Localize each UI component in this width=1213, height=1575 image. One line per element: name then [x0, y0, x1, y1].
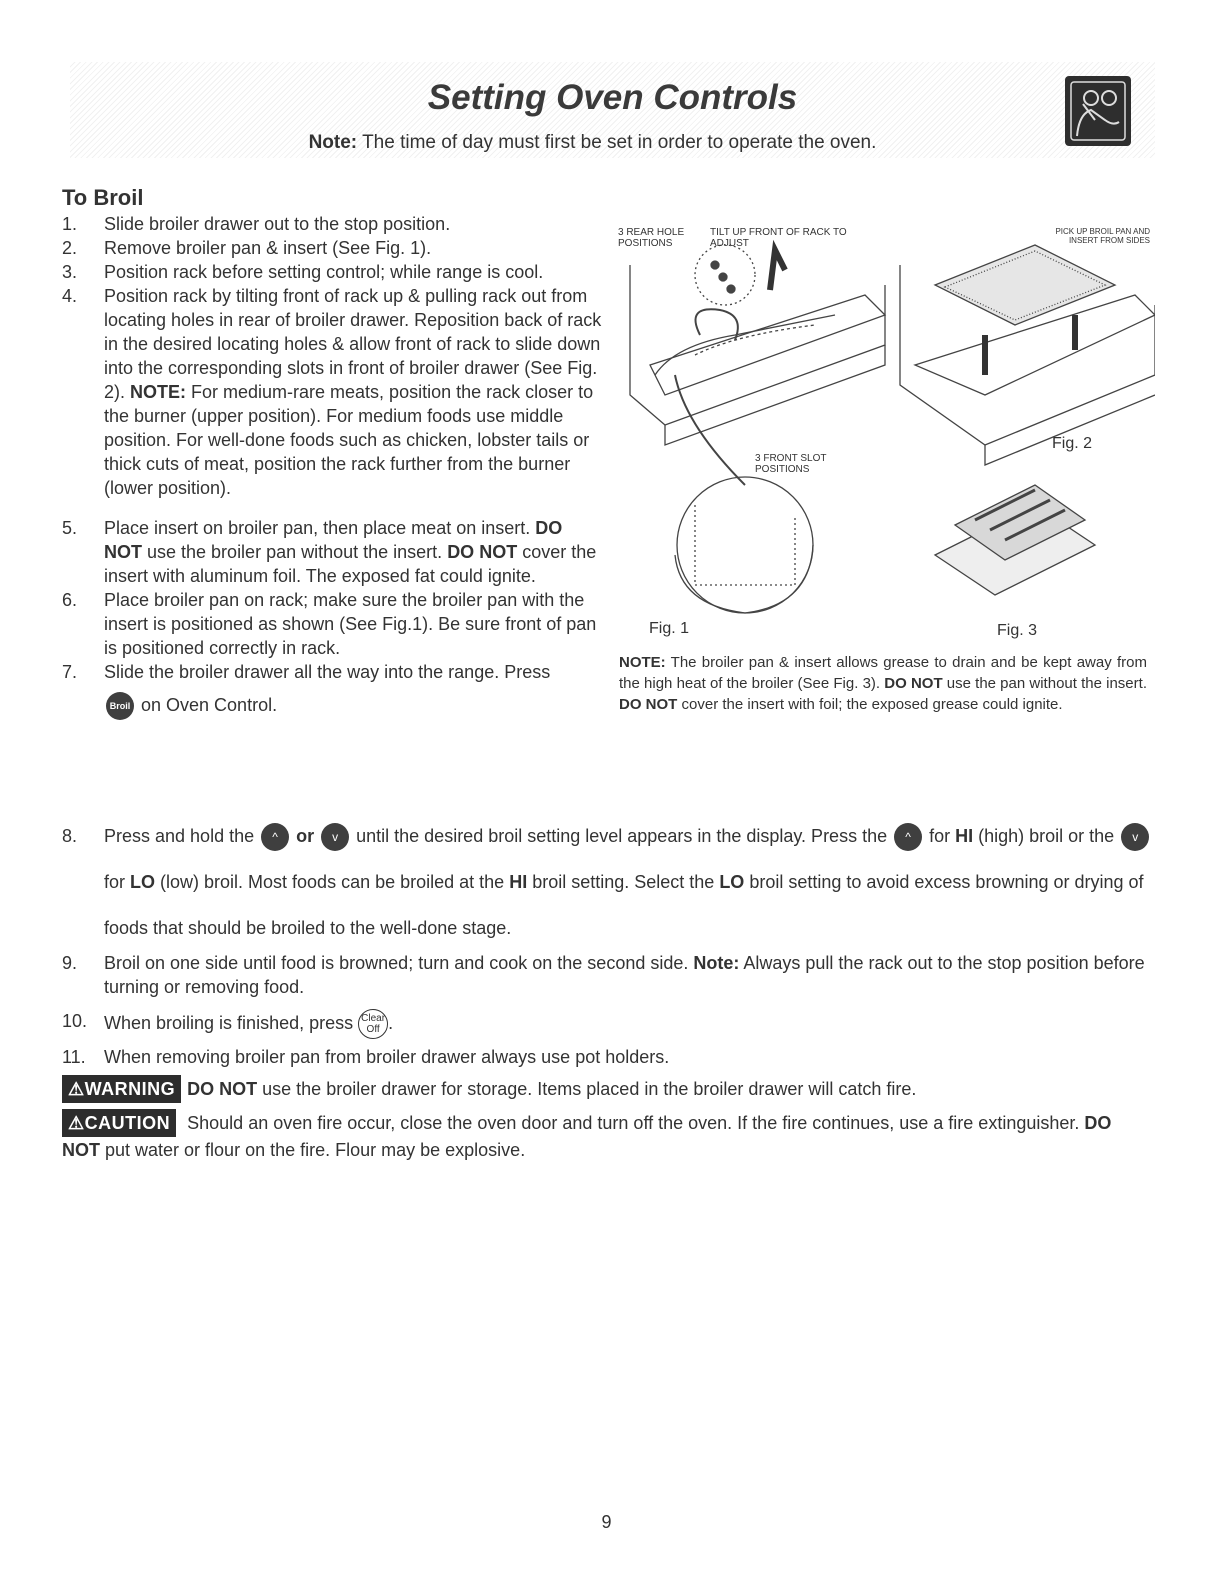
list-item: [62, 284, 602, 500]
fig1-rear-hole-label: 3 REAR HOLE POSITIONS: [618, 227, 685, 249]
step-number: 9.: [62, 953, 78, 973]
step-number: 3.: [62, 262, 78, 282]
step-number: 11.: [62, 1047, 86, 1067]
figure-note-text: use the pan without the insert.: [942, 675, 1147, 692]
up-arrow-button-icon: ^: [894, 823, 922, 851]
step-text: Place insert on broiler pan, then place meat on insert.: [104, 518, 536, 538]
list-item: 11. When removing broiler pan from broiler drawer always use pot holders.: [62, 1047, 670, 1067]
list-item: [62, 660, 602, 720]
list-item: [62, 236, 602, 260]
step-number: 4.: [62, 286, 78, 306]
page-title: Setting Oven Controls: [427, 78, 798, 117]
step-text: Slide the broiler drawer all the way into the range. Press: [104, 662, 551, 682]
list-item: 9. Broil on one side until food is browned; turn and cook on the second side. Note: Always pull the rack out to the stop position before turning or removing food.: [62, 953, 1145, 997]
figure-note-bold: DO NOT: [884, 675, 943, 692]
step-number: 8.: [62, 826, 78, 846]
caution-badge: ⚠CAUTION: [62, 1109, 176, 1137]
warning-line: ⚠WARNING DO NOT use the broiler drawer for storage. Items placed in the broiler drawer will catch fire.: [62, 1075, 1152, 1103]
section-title: To Broil: [62, 185, 144, 210]
figure-note-bold: NOTE:: [619, 654, 666, 671]
down-arrow-button-icon: v: [1121, 823, 1149, 851]
header-banner: [70, 62, 1155, 158]
figure-note: [619, 652, 1147, 715]
step-number: 7.: [62, 662, 78, 682]
fig2-caption: Fig. 2: [1052, 435, 1093, 452]
caution-line: ⚠CAUTION Should an oven fire occur, close the oven door and turn off the oven. If the fire continues, use a fire extinguisher. DO NOT put water or flour on the fire. Flour may be explosive.: [62, 1109, 1152, 1163]
step-text-after: on Oven Control.: [136, 694, 278, 715]
list-item: [62, 588, 602, 660]
step-text-tail: For medium-rare meats, position the rack closer to the burner (upper position). For medium foods use middle position. For well-done foods such as chicken, lobster tails or thick cuts of meat, position the rack further from the burner (lower position).: [104, 382, 594, 498]
list-item: [62, 260, 602, 284]
up-arrow-button-icon: ^: [261, 823, 289, 851]
step-text: Position rack before setting control; while range is cool.: [104, 262, 544, 282]
fig2-pick-up-label: PICK UP BROIL PAN AND INSERT FROM SIDES: [1055, 227, 1150, 245]
step-number: 2.: [62, 238, 78, 258]
warning-badge: ⚠WARNING: [62, 1075, 181, 1103]
figure-note-text: The broiler pan & insert allows grease to drain and be kept away from the high heat of the broiler (See Fig. 3).: [619, 654, 1147, 692]
step-number: 6.: [62, 590, 78, 610]
figure-note-bold: DO NOT: [619, 696, 678, 713]
list-item: [62, 212, 602, 236]
down-arrow-button-icon: v: [321, 823, 349, 851]
list-item: 10. When broiling is finished, press Clear Off .: [62, 1009, 1152, 1039]
step-text: Position rack by tilting front of rack up & pulling rack out from locating holes in rear of broiler drawer. Reposition back of rack in the desired locating holes & allow front of rack to slide down into the corresponding slots in front of broiler drawer (See Fig. 2).: [104, 286, 602, 402]
page-number: 9: [601, 1512, 612, 1532]
fig1-tilt-label: TILT UP FRONT OF RACK TO ADJUST: [710, 227, 847, 249]
step-text: Remove broiler pan & insert (See Fig. 1).: [104, 238, 432, 258]
clear-off-button-icon: Clear Off: [358, 1009, 388, 1039]
figure-note-text: cover the insert with foil; the exposed grease could ignite.: [677, 696, 1063, 713]
step-text-mid: use the broiler pan without the insert.: [142, 542, 448, 562]
step-number: 1.: [62, 214, 78, 234]
list-item: [62, 516, 602, 588]
step-text: Place broiler pan on rack; make sure the broiler pan with the insert is positioned as shown (See Fig.1). Be sure front of pan is positioned correctly in rack.: [104, 590, 597, 658]
header-note-label: Note:: [308, 132, 358, 153]
steps-list-full: [62, 813, 1152, 1069]
step-text-tail: cover the insert with aluminum foil. The exposed fat could ignite.: [104, 542, 597, 586]
figures-area: [615, 225, 1155, 645]
step-number: 10.: [62, 1011, 88, 1031]
step-bold: NOTE:: [130, 382, 187, 402]
step-bold: DO NOT: [104, 518, 563, 562]
fig1-front-slot-label: 3 FRONT SLOT POSITIONS: [755, 453, 827, 475]
header-note-text: The time of day must first be set in order to operate the oven.: [357, 132, 877, 153]
header-note: [70, 132, 1115, 154]
fig1-caption: Fig. 1: [649, 620, 690, 637]
fig3-caption: Fig. 3: [997, 622, 1038, 639]
step-number: 5.: [62, 518, 78, 538]
list-item: 8. Press and hold the ^ or v until the desired broil setting level appears in the display. Press the ^ for HI (high) broil or the v for LO (low) broil. Most foods can be broiled at the HI broil setting. Select the LO broil setting to avoid excess browning or drying of foods that should be broiled to the well-done stage.: [62, 813, 1152, 951]
steps-list-left: [62, 212, 602, 720]
broil-button-icon: Broil: [106, 692, 134, 720]
step-text: Slide broiler drawer out to the stop position.: [104, 214, 451, 234]
step-bold: DO NOT: [447, 542, 518, 562]
hand-oven-icon: [1065, 76, 1131, 146]
